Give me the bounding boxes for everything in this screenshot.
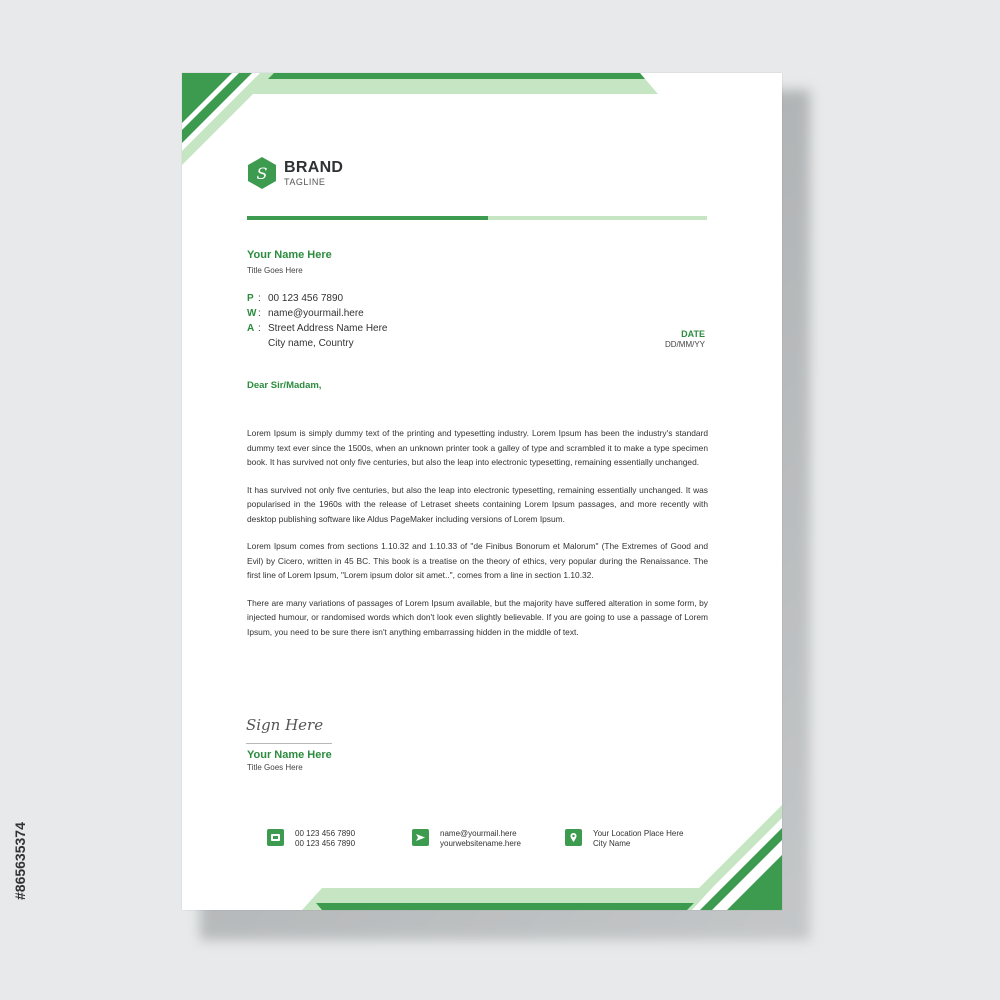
address-line2: City name, Country bbox=[268, 338, 354, 349]
email-value: name@yourmail.here bbox=[268, 308, 364, 319]
letterhead-page bbox=[182, 73, 782, 910]
footer-phone-1: 00 123 456 7890 bbox=[295, 829, 356, 838]
footer-phone bbox=[267, 829, 355, 849]
hexagon-logo-icon bbox=[246, 156, 278, 190]
contact-address-row bbox=[247, 321, 388, 336]
salutation: Dear Sir/Madam, bbox=[247, 380, 322, 391]
phone-icon bbox=[267, 829, 284, 846]
date-label: DATE bbox=[681, 329, 705, 339]
footer-location-2: City Name bbox=[593, 839, 631, 848]
contact-block bbox=[247, 291, 388, 351]
signature-script: Sign Here bbox=[246, 716, 324, 734]
bottom-dark-band bbox=[316, 903, 694, 910]
separator: : bbox=[258, 308, 261, 319]
sender-title: Title Goes Here bbox=[247, 266, 303, 275]
contact-address-row-2 bbox=[247, 336, 388, 351]
brand-monogram: S bbox=[256, 164, 268, 183]
body-paragraph: It has survived not only five centuries, but also the leap into electronic typesetting, remaining essentially unchanged. It was popularised in the 1960s with the release of Letraset sheets containing Lorem Ipsum passages, and more recently with desktop publishing software like Aldus PageMaker including versions of Lorem Ipsum. bbox=[247, 484, 708, 524]
body-paragraph: Lorem Ipsum is simply dummy text of the printing and typesetting industry. Lorem Ipsum has been the industry's standard dummy text ever since the 1500s, when an unknown printer took a galley of type and scrambled it to make a type specimen book. It has survived not only five centuries, but also the leap into electronic typesetting, remaining essentially unchanged. bbox=[247, 428, 708, 467]
brand-name: BRAND bbox=[284, 158, 344, 176]
footer-mail bbox=[412, 829, 521, 849]
location-pin-icon bbox=[565, 829, 582, 846]
sender-name: Your Name Here bbox=[247, 249, 332, 261]
address-key: A bbox=[247, 323, 255, 334]
body-paragraph: Lorem Ipsum comes from sections 1.10.32 and 1.10.33 of "de Finibus Bonorum et Malorum" (The Extremes of Good and Evil) by Cicero, written in 45 BC. This book is a treatise on the theory of ethics, very popular during the Renaissance. The first line of Lorem Ipsum, "Lorem ipsum dolor sit amet..", comes from a line in section 1.10.32. bbox=[247, 541, 708, 580]
header-rule-light bbox=[488, 216, 707, 220]
date-block bbox=[665, 329, 705, 349]
date-value: DD/MM/YY bbox=[665, 340, 705, 349]
contact-email-row bbox=[247, 306, 388, 321]
phone-value: 00 123 456 7890 bbox=[268, 293, 344, 304]
letter-body bbox=[247, 426, 708, 652]
signature-line bbox=[246, 743, 332, 744]
footer-location bbox=[565, 829, 683, 849]
footer-location-1: Your Location Place Here bbox=[593, 829, 684, 838]
header-rule-dark bbox=[247, 216, 488, 220]
send-icon bbox=[412, 829, 429, 846]
web-key: W bbox=[247, 308, 257, 319]
separator: : bbox=[258, 323, 261, 334]
footer-website: yourwebsitename.here bbox=[440, 839, 521, 848]
top-dark-band bbox=[268, 73, 645, 79]
body-paragraph: There are many variations of passages of Lorem Ipsum available, but the majority have suffered alteration in some form, by injected humour, or randomised words which don't look even slightly believable. If you are going to use a passage of Lorem Ipsum, you need to be sure there isn't anything embarrassing hidden in the middle of text. bbox=[247, 597, 708, 637]
brand-tagline: TAGLINE bbox=[284, 176, 326, 187]
footer-phone-2: 00 123 456 7890 bbox=[295, 839, 356, 848]
separator: : bbox=[258, 293, 261, 304]
address-line1: Street Address Name Here bbox=[268, 323, 388, 334]
brand-logo bbox=[246, 156, 343, 190]
contact-phone-row bbox=[247, 291, 388, 306]
stock-id-watermark: #865635374 bbox=[12, 822, 28, 900]
phone-key: P bbox=[247, 293, 254, 304]
footer-email: name@yourmail.here bbox=[440, 829, 517, 838]
signature-title: Title Goes Here bbox=[247, 763, 303, 772]
signature-name: Your Name Here bbox=[247, 749, 332, 761]
